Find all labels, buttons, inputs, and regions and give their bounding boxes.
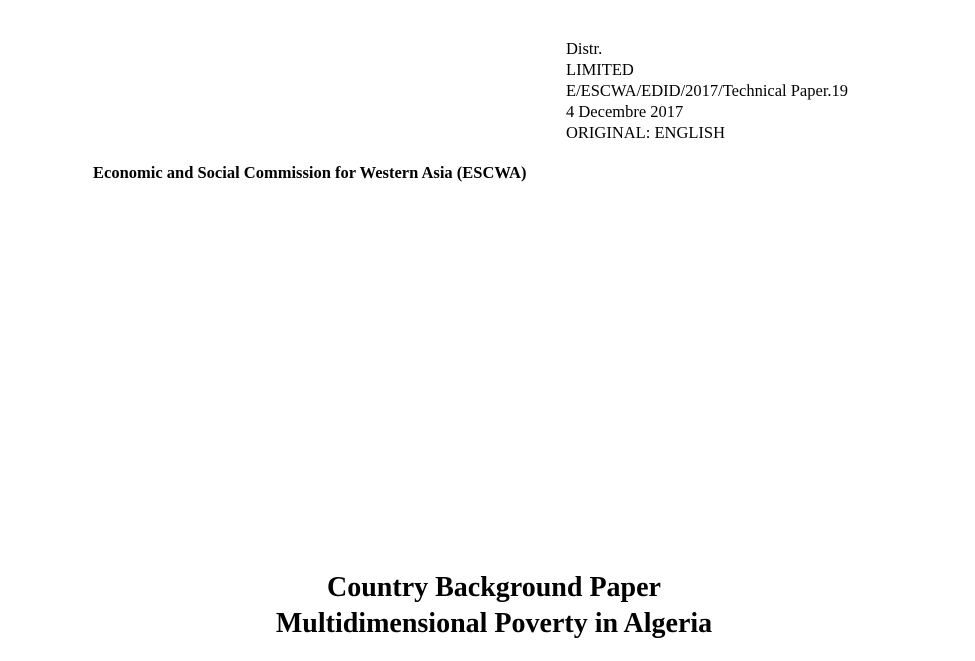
classification-label: LIMITED: [566, 60, 634, 79]
title-line-2: Multidimensional Poverty in Algeria: [275, 608, 713, 639]
document-date: 4 Decembre 2017: [566, 102, 684, 121]
original-language: ORIGINAL: ENGLISH: [566, 123, 726, 142]
title-line-1: Country Background Paper: [327, 572, 661, 603]
document-symbol: E/ESCWA/EDID/2017/Technical Paper.19: [566, 81, 849, 100]
document-title: [0, 570, 975, 642]
distribution-label: Distr.: [566, 39, 603, 58]
distribution-header: [566, 38, 848, 143]
organization-name: Economic and Social Commission for Western Asia (ESCWA): [93, 163, 527, 182]
